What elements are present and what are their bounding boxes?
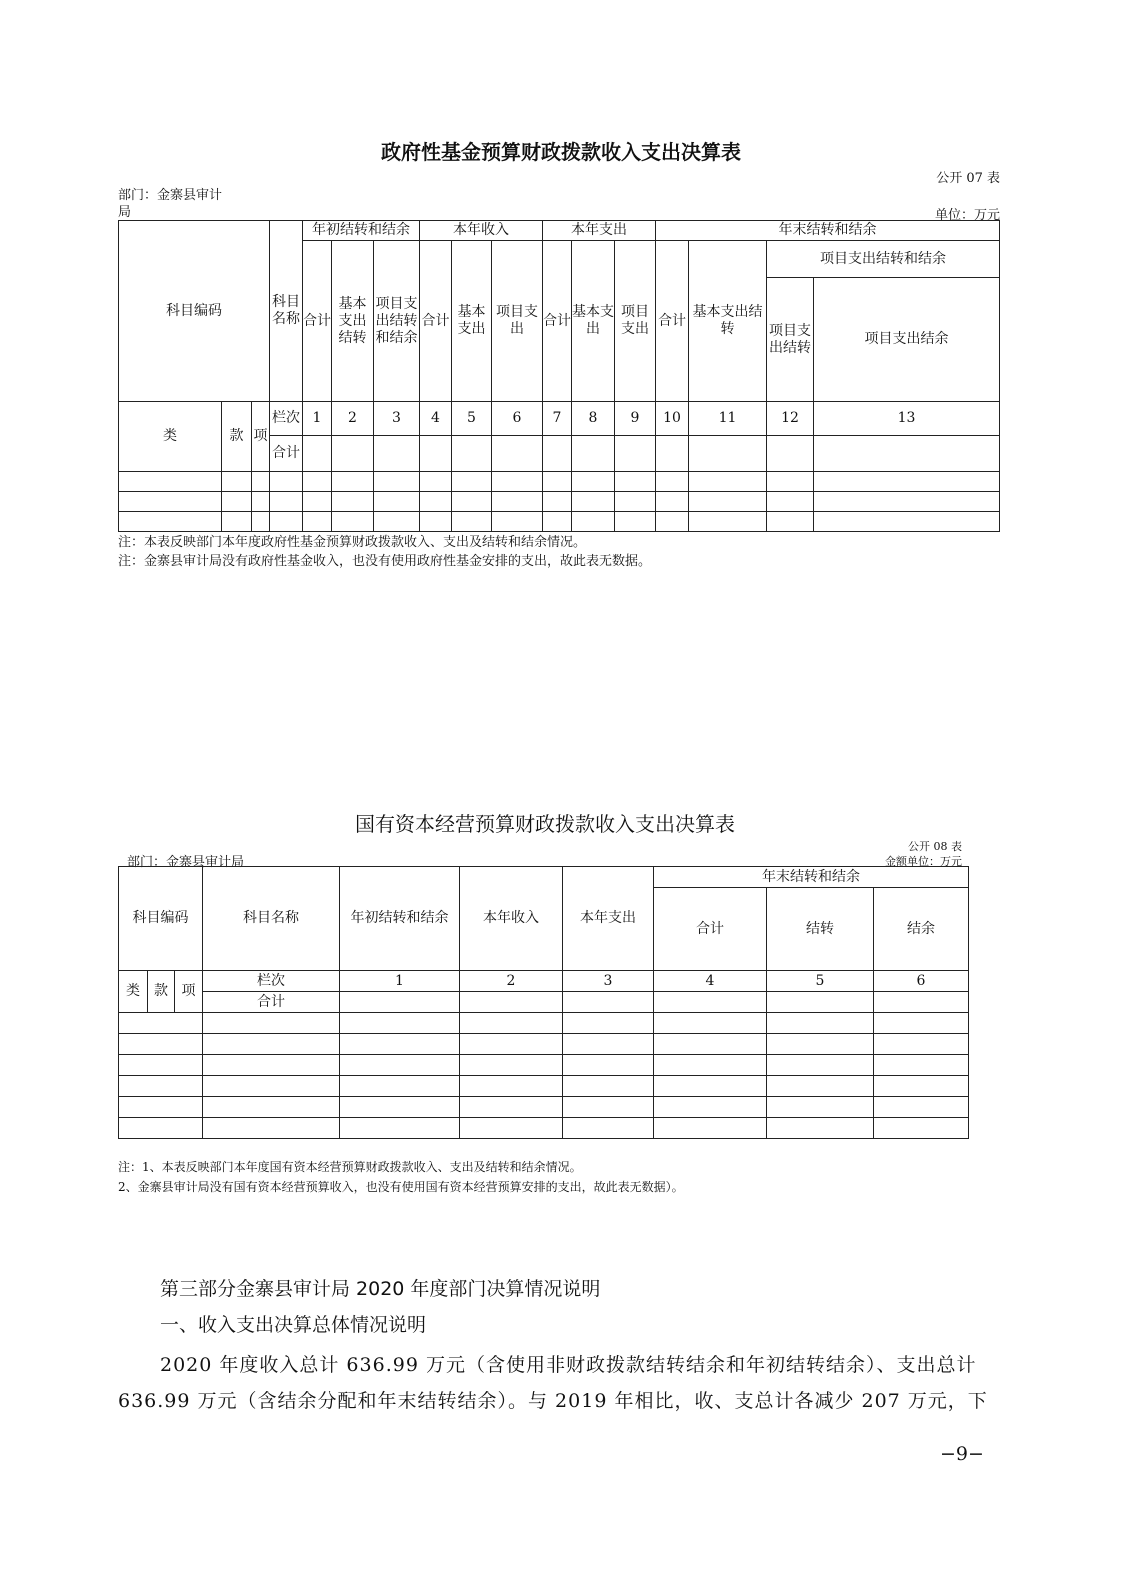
t1-lei: 类	[119, 402, 222, 472]
table-row	[119, 492, 1000, 512]
t2-closing-group-header: 年末结转和结余	[654, 867, 969, 888]
table1-note: 注：本表反映部门本年度政府性基金预算财政拨款收入、支出及结转和结余情况。	[118, 535, 587, 550]
t1-colnum: 10	[656, 402, 689, 436]
t1-income-project: 项目支出	[492, 241, 543, 402]
t1-closing-basic-carry: 基本支出结转	[689, 241, 767, 402]
t1-colnum: 1	[303, 402, 332, 436]
table2-code: 公开 08 表	[908, 840, 962, 853]
t2-colnum: 6	[874, 971, 969, 992]
t1-opening-project: 项目支出结转和结余	[374, 241, 420, 402]
t1-expense-total: 合计	[543, 241, 572, 402]
table2-notes	[118, 1157, 684, 1197]
t1-closing-group-header: 年末结转和结余	[656, 221, 1000, 241]
t1-colnum: 12	[767, 402, 814, 436]
table1-dept	[118, 187, 222, 221]
t2-colnum: 4	[654, 971, 767, 992]
t2-income-header: 本年收入	[460, 867, 563, 971]
table1-dept-line1: 部门：金寨县审计	[118, 188, 223, 203]
t1-colnum: 7	[543, 402, 572, 436]
table2-note: 2、金寨县审计局没有国有资本经营预算收入，也没有使用国有资本经营预算安排的支出，故此表无数据）。	[118, 1180, 684, 1194]
t2-lanci: 栏次	[203, 971, 340, 992]
table1-dept-line2: 局	[118, 205, 132, 220]
table-row	[119, 1055, 969, 1076]
t1-colnum: 3	[374, 402, 420, 436]
table2-title: 国有资本经营预算财政拨款收入支出决算表	[355, 812, 735, 836]
t1-colnum: 5	[452, 402, 492, 436]
t1-income-total: 合计	[420, 241, 452, 402]
table-row	[119, 1118, 969, 1139]
t2-opening-header: 年初结转和结余	[340, 867, 460, 971]
t1-colnum: 6	[492, 402, 543, 436]
t1-colnum: 13	[814, 402, 1000, 436]
t2-expense-header: 本年支出	[563, 867, 654, 971]
t2-colnum: 1	[340, 971, 460, 992]
paragraph-line: 636.99 万元（含结余分配和年末结转结余）。与 2019 年相比，收、支总计各减少 207 万元，下	[118, 1390, 988, 1412]
t1-opening-group-header: 年初结转和结余	[303, 221, 420, 241]
table-row	[119, 512, 1000, 532]
t2-kuan: 款	[148, 971, 175, 1013]
t2-closing-surplus: 结余	[874, 888, 969, 971]
table1	[118, 220, 1000, 532]
t1-opening-basic-carry: 基本支出结转	[332, 241, 374, 402]
t2-subject-name-header: 科目名称	[203, 867, 340, 971]
table2-note: 注：1、本表反映部门本年度国有资本经营预算财政拨款收入、支出及结转和结余情况。	[118, 1160, 582, 1174]
section-subtitle: 一、收入支出决算总体情况说明	[160, 1314, 427, 1336]
t2-xiang: 项	[175, 971, 203, 1013]
t1-colnum: 11	[689, 402, 767, 436]
table1-code: 公开 07 表	[936, 171, 1000, 186]
t2-colnum: 5	[767, 971, 874, 992]
t1-closing-project-carry: 项目支出结转	[767, 278, 814, 402]
table-row	[119, 472, 1000, 492]
t1-subject-code-header: 科目编码	[119, 221, 270, 402]
paragraph-line: 2020 年度收入总计 636.99 万元（含使用非财政拨款结转结余和年初结转结余）、支出总计	[160, 1354, 977, 1376]
t1-colnum: 2	[332, 402, 374, 436]
table2-unit: 金额单位：万元	[885, 855, 962, 868]
t1-lanci: 栏次	[270, 402, 303, 436]
t2-colnum: 2	[460, 971, 563, 992]
t1-closing-total: 合计	[656, 241, 689, 402]
table-row	[119, 1097, 969, 1118]
t1-income-group-header: 本年收入	[420, 221, 543, 241]
table1-title: 政府性基金预算财政拨款收入支出决算表	[381, 140, 741, 164]
t1-xiang: 项	[252, 402, 270, 472]
t1-closing-project-surplus: 项目支出结余	[814, 278, 1000, 402]
t1-colnum: 4	[420, 402, 452, 436]
t2-closing-carry: 结转	[767, 888, 874, 971]
t2-closing-total: 合计	[654, 888, 767, 971]
t1-closing-project-group: 项目支出结转和结余	[767, 241, 1000, 278]
t1-subject-name-header: 科目名称	[270, 221, 303, 402]
t1-kuan: 款	[222, 402, 252, 472]
table2-dept: 部门：金寨县审计局	[127, 855, 245, 870]
table1-note: 注：金寨县审计局没有政府性基金收入，也没有使用政府性基金安排的支出，故此表无数据。	[118, 554, 652, 569]
t1-colnum: 8	[572, 402, 615, 436]
t1-opening-total: 合计	[303, 241, 332, 402]
table-row	[119, 1034, 969, 1055]
t2-heji: 合计	[203, 992, 340, 1013]
t1-expense-group-header: 本年支出	[543, 221, 656, 241]
table-row	[119, 1076, 969, 1097]
t1-expense-project: 项目支出	[615, 241, 656, 402]
t1-income-basic: 基本支出	[452, 241, 492, 402]
table1-notes	[118, 533, 651, 571]
t1-expense-basic: 基本支出	[572, 241, 615, 402]
part-title: 第三部分金寨县审计局 2020 年度部门决算情况说明	[160, 1278, 601, 1300]
t1-colnum: 9	[615, 402, 656, 436]
t2-lei: 类	[119, 971, 148, 1013]
t1-heji: 合计	[270, 436, 303, 472]
t2-subject-code-header: 科目编码	[119, 867, 203, 971]
table1-unit: 单位：万元	[934, 208, 1000, 223]
page-number: −9−	[940, 1443, 984, 1465]
table2	[118, 866, 969, 1139]
table-row	[119, 1013, 969, 1034]
t2-colnum: 3	[563, 971, 654, 992]
